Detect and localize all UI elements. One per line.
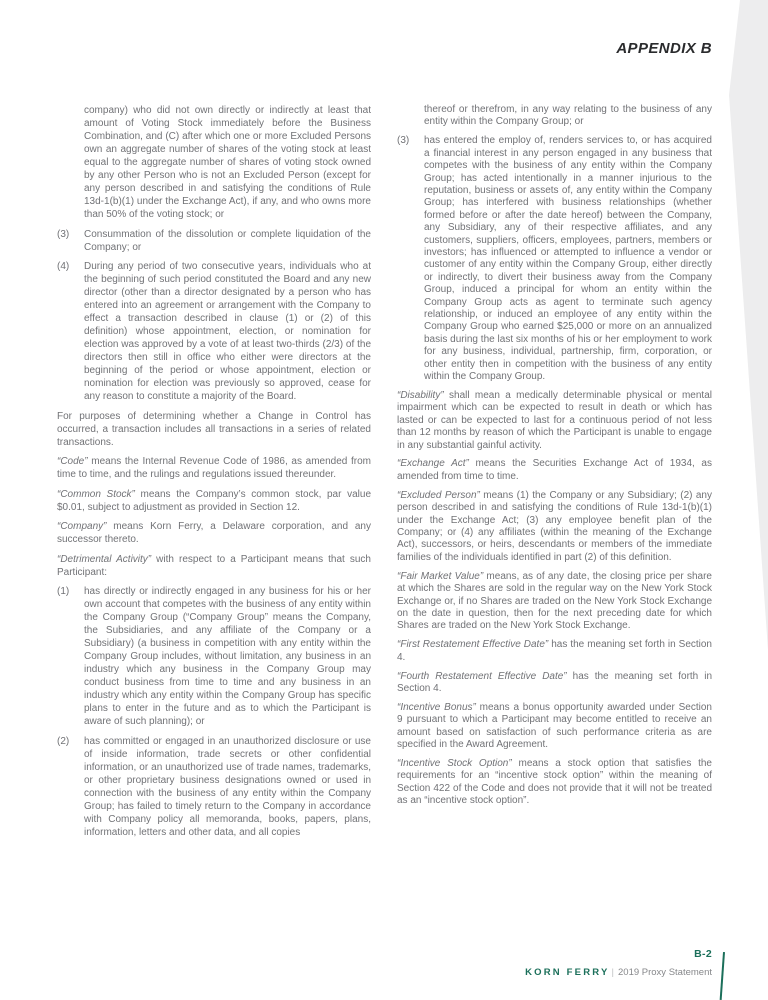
definition-term: “Incentive Bonus”	[397, 701, 476, 713]
definition-text: means a stock option that satisfies the requirements for an “incentive stock option” within the meaning of Section 422 of the Code and does not provide that it will not be treated as an “incentive stock option”.	[397, 758, 712, 807]
definition-excluded-person	[397, 490, 712, 564]
definition-term: “Fair Market Value”	[397, 570, 484, 582]
list-number: (3)	[397, 135, 410, 147]
definition-text: has the meaning set forth in Section 4.	[397, 670, 712, 694]
paragraph-continuation: thereof or therefrom, in any way relating to the business of any entity within the Company Group; or	[424, 104, 712, 128]
list-item-3	[57, 228, 371, 254]
definition-text: has the meaning set forth in Section 4.	[397, 639, 712, 663]
definition-term: “Excluded Person”	[397, 489, 480, 501]
list-number: (2)	[57, 735, 70, 747]
definition-text: means, as of any date, the closing price per share at which the Shares are sold in the regular way on the New York Stock Exchange or, if no Shares are traded on the New York Stock Exchange on the date in question, then for the next preceding date for which Shares are traded on the New York Stock Exchange.	[397, 570, 712, 632]
definition-term: “Fourth Restatement Effective Date”	[397, 670, 567, 682]
footer-brand-line	[525, 962, 712, 980]
definition-term: “Detrimental Activity”	[57, 553, 152, 565]
paragraph-purposes: For purposes of determining whether a Change in Control has occurred, a transaction includes all transactions in a series of related transactions.	[57, 410, 371, 448]
definition-text: means a bonus opportunity awarded under Section 9 pursuant to which a Participant may become entitled to receive an amount based on satisfaction of such performance criteria as are specified in the Award Agreement.	[397, 701, 712, 751]
definition-detrimental-activity	[57, 553, 371, 579]
footer-document-title: 2019 Proxy Statement	[618, 967, 712, 978]
list-number: (4)	[57, 261, 70, 272]
definition-text: means Korn Ferry, a Delaware corporation, and any successor thereto.	[57, 521, 371, 545]
definition-term: “Incentive Stock Option”	[397, 758, 512, 769]
footer-separator: |	[611, 967, 614, 978]
definition-exchange-act	[397, 458, 712, 483]
definition-term: “Exchange Act”	[397, 458, 469, 470]
two-column-body	[57, 104, 712, 845]
definition-incentive-stock-option	[397, 758, 712, 808]
list-number: (3)	[57, 228, 70, 240]
definition-term: “Common Stock”	[57, 488, 135, 500]
list-text: has committed or engaged in an unauthorized disclosure or use of inside information, trade secrets or other confidential information, or an unauthorized use of trade names, trademarks, or other proprietary business designations owned or used in connection with the business of any entity within the Company Group; has failed to timely return to the Company in accordance with Company policy all memoranda, books, papers, plans, information, letters and other data, and all copies	[84, 735, 371, 838]
definition-text: means the Company’s common stock, par value $0.01, subject to adjustment as provided in Section 12.	[57, 488, 371, 513]
definition-fair-market-value	[397, 571, 712, 633]
list-text: has entered the employ of, renders services to, or has acquired a financial interest in any person engaged in any business that competes with the business of any entity within the Company Group; has acted intentionally in a manner injurious to the reputation, business or assets of, any entity within the Company Group; has interfered with business relationships (whether formed before or after the date hereof) between the Company, any Subsidiary, any of their respective affiliates, and any customers, suppliers, officers, employees, partners, members or investors; has influenced or attempted to influence a vendor or customer of any entity within the Company Group, either directly or indirectly, to divert their business away from the Company Group, induced a principal for whom an entity within the Company Group acts as agent to terminate such agency relationship, or induced an employee of any entity within the Company Group who earned $25,000 or more on an annualized basis during the last six months of his or her employment to work for any business, individual, partnership, firm, corporation, or other entity then in competition with the business of any entity within the Company Group.	[424, 135, 712, 383]
page-footer	[525, 948, 712, 980]
footer-accent-rule	[719, 952, 724, 1000]
page-edge-shadow	[728, 0, 768, 660]
definition-company	[57, 520, 371, 546]
definition-text: with respect to a Participant means that such Participant:	[57, 553, 371, 578]
definition-term: “Code”	[57, 456, 88, 467]
definition-term: “First Restatement Effective Date”	[397, 639, 549, 651]
list-item-2	[57, 735, 371, 839]
definition-text: means (1) the Company or any Subsidiary; (2) any person described in and satisfying the conditions of Rule 13d-1(b)(1) under the Exchange Act; (3) any employee benefit plan of the Company; or (4) any affiliates (within the meaning of the Exchange Act), successors, or heirs, descendants or members of the immediate families of the individuals identified in part (2) of this definition.	[397, 489, 712, 563]
definition-text: means the Securities Exchange Act of 1934, as amended from time to time.	[397, 458, 712, 482]
page-number: B-2	[694, 948, 712, 960]
definition-term: “Company”	[57, 521, 107, 532]
list-text: During any period of two consecutive years, individuals who at the beginning of such period constituted the Board and any new director (other than a director designated by a person who has entered into an agreement or arrangement with the Company to effect a transaction described in clause (1) or (2) of this definition) whose appointment, election, or nomination for election was approved by a vote of at least two-thirds (2/3) of the directors then still in office who either were directors at the beginning of the period or whose appointment, election or nomination for election was previously so approved, cease for any reason to constitute a majority of the Board.	[84, 261, 371, 402]
list-number: (1)	[57, 586, 70, 597]
definition-first-restatement-date	[397, 639, 712, 664]
definition-fourth-restatement-date	[397, 671, 712, 696]
list-text: has directly or indirectly engaged in any business for his or her own account that competes with the business of any entity within the Company Group (“Company Group” means the Company, the Subsidiaries, and any affiliate of the Company or a Subsidiary) (a business in competition with any entity within the Company Group includes, without limitation, any business in an industry which any business in the Company Group may conduct business from time to time and any business in an industry which any entity within the Company Group has specific plans to enter in the future and as to which the Participant is aware of such planning); or	[84, 586, 371, 727]
definition-disability	[397, 390, 712, 452]
list-item-4	[57, 260, 371, 403]
paragraph-continuation: company) who did not own directly or indirectly at least that amount of Voting Stock immediately before the Business Combination, and (C) after which one or more Excluded Persons own an aggregate number of shares of the voting stock at least equal to the aggregate number of shares of voting stock owned by any other Person who is not an Excluded Person (except for any person described in and satisfying the conditions of Rule 13d-1(b)(1) under the Exchange Act), if any, and who owns more than 50% of the voting stock; or	[84, 105, 371, 220]
definition-term: “Disability”	[397, 389, 444, 401]
definition-incentive-bonus	[397, 702, 712, 752]
list-text: Consummation of the dissolution or complete liquidation of the Company; or	[84, 228, 371, 253]
list-item-3	[397, 135, 712, 383]
brand-wordmark: KORN FERRY	[525, 967, 610, 978]
definition-text: shall mean a medically determinable physical or mental impairment which can be expected to result in death or which has lasted or can be expected to last for a continuous period of not less than 12 months by reason of which the Participant is unable to engage in any substantial gainful activity.	[397, 389, 712, 451]
definition-code	[57, 455, 371, 481]
definition-common-stock	[57, 488, 371, 514]
definition-text: means the Internal Revenue Code of 1986, as amended from time to time, and the rulings and regulations issued thereunder.	[57, 456, 371, 480]
left-column	[57, 104, 371, 845]
page-title: APPENDIX B	[616, 40, 712, 57]
list-item-1	[57, 585, 371, 728]
right-column	[397, 104, 712, 845]
